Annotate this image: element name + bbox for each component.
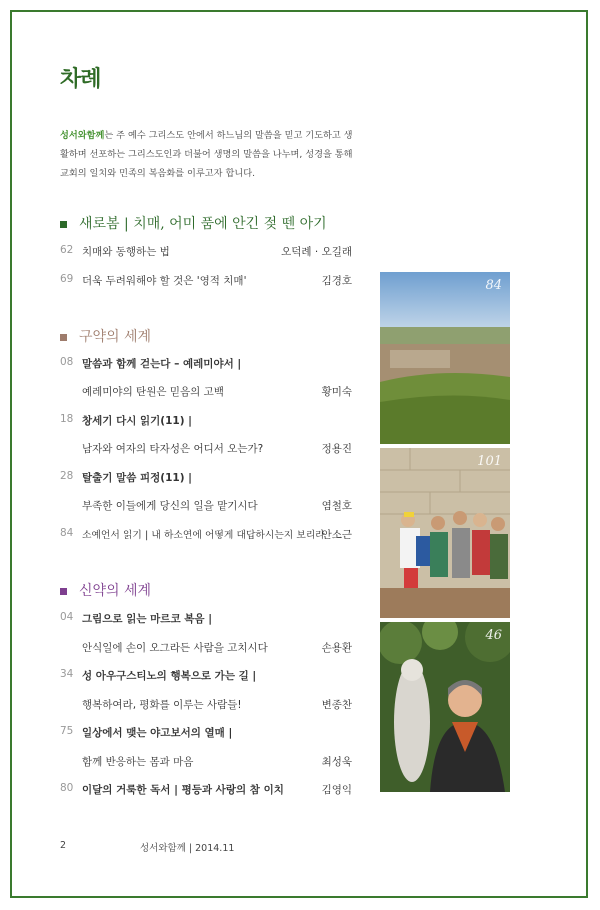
entry-author: 최성욱: [321, 756, 352, 768]
portrait-photo: [380, 622, 510, 792]
page-number: 28: [60, 470, 74, 482]
toc-entry[interactable]: [60, 356, 352, 372]
section-heading-old-testament: [60, 326, 151, 346]
entry-title: 말씀과 함께 걷는다 – 예레미야서 |: [82, 358, 242, 370]
entry-author: 안소근: [321, 529, 352, 541]
photo-page-number: 84: [485, 278, 502, 293]
section-heading-new-testament: [60, 580, 151, 600]
entry-author: 정용진: [321, 443, 352, 455]
entry-title: 남자와 여자의 타자성은 어디서 오는가?: [82, 443, 264, 455]
entry-author: 황미숙: [321, 386, 352, 398]
page-number: 04: [60, 611, 74, 623]
contents-logo: 차례: [60, 67, 101, 92]
entry-title: 치매와 동행하는 법: [82, 246, 170, 258]
intro-text: 는 주 예수 그리스도 안에서 하느님의 말씀을 믿고 기도하고 생활하며 선포하는 그리스도인과 더불어 생명의 말씀을 나누며, 성경을 통해 교회의 일치와 민족의 복음화를 이루고자 합니다.: [60, 130, 353, 179]
intro-paragraph: [60, 126, 360, 183]
entry-title: 일상에서 맺는 야고보서의 열매 |: [82, 727, 233, 739]
toc-entry[interactable]: [60, 527, 352, 543]
entry-title: 성 아우구스티노의 행복으로 가는 길 |: [82, 670, 257, 682]
toc-entry[interactable]: [60, 273, 352, 289]
toc-entry[interactable]: [60, 244, 352, 260]
entry-title: 부족한 이들에게 당신의 일을 맡기시다: [82, 500, 258, 512]
landscape-photo: [380, 272, 510, 444]
pilgrims-photo: [380, 448, 510, 618]
pilgrims-illustration: [380, 448, 510, 618]
page-number: 34: [60, 668, 74, 680]
toc-entry[interactable]: [60, 668, 352, 684]
toc-entry[interactable]: [60, 470, 352, 486]
footer-magazine: 성서와함께 | 2014.11: [140, 843, 235, 854]
entry-title: 더욱 두려워해야 할 것은 '영적 치매': [82, 275, 247, 287]
toc-entry[interactable]: [60, 754, 352, 770]
entry-title: 안식일에 손이 오그라든 사람을 고치시다: [82, 642, 268, 654]
page-number: 62: [60, 244, 74, 256]
section-title: 신약의 세계: [79, 583, 152, 599]
entry-title: 소예언서 읽기 | 내 하소연에 어떻게 대답하시는지 보리라: [82, 530, 325, 541]
toc-entry[interactable]: [60, 725, 352, 741]
page-number: 69: [60, 273, 74, 285]
intro-brand: 성서와함께: [60, 130, 105, 141]
toc-entry[interactable]: [60, 441, 352, 457]
page-number: 75: [60, 725, 74, 737]
entry-title: 함께 반응하는 몸과 마음: [82, 756, 194, 768]
section-bullet-icon: [60, 334, 67, 341]
toc-entry[interactable]: [60, 640, 352, 656]
entry-title: 예레미야의 탄원은 믿음의 고백: [82, 386, 224, 398]
toc-entry[interactable]: [60, 611, 352, 627]
entry-author: 김영익: [321, 784, 352, 796]
section-bullet-icon: [60, 588, 67, 595]
section-bullet-icon: [60, 221, 67, 228]
entry-author: 손용환: [321, 642, 352, 654]
section-title: 새로봄 | 치매, 어미 품에 안긴 젖 뗀 아기: [79, 216, 327, 232]
page-number: 80: [60, 782, 74, 794]
portrait-illustration: [380, 622, 510, 792]
page-number: 84: [60, 527, 74, 539]
section-heading-newlook: [60, 213, 327, 233]
entry-title: 행복하여라, 평화를 이루는 사람들!: [82, 699, 242, 711]
entry-author: 오덕례 · 오길래: [281, 246, 352, 258]
photo-page-number: 46: [485, 628, 502, 643]
toc-entry[interactable]: [60, 782, 352, 798]
page-number: 08: [60, 356, 74, 368]
toc-entry[interactable]: [60, 697, 352, 713]
toc-entry[interactable]: [60, 498, 352, 514]
entry-title: 창세기 다시 읽기(11) |: [82, 415, 193, 427]
landscape-illustration: [380, 272, 510, 444]
entry-title: 그림으로 읽는 마르코 복음 |: [82, 613, 213, 625]
entry-author: 변종찬: [321, 699, 352, 711]
toc-entry[interactable]: [60, 384, 352, 400]
toc-entry[interactable]: [60, 413, 352, 429]
entry-author: 염철호: [321, 500, 352, 512]
section-title: 구약의 세계: [79, 329, 152, 345]
page-number: 18: [60, 413, 74, 425]
entry-title: 탈출기 말씀 피정(11) |: [82, 472, 193, 484]
entry-title: 이달의 거룩한 독서 | 평등과 사랑의 참 이치: [82, 784, 284, 796]
footer-page-number: 2: [60, 840, 67, 851]
photo-page-number: 101: [477, 454, 502, 469]
entry-author: 김경호: [321, 275, 352, 287]
